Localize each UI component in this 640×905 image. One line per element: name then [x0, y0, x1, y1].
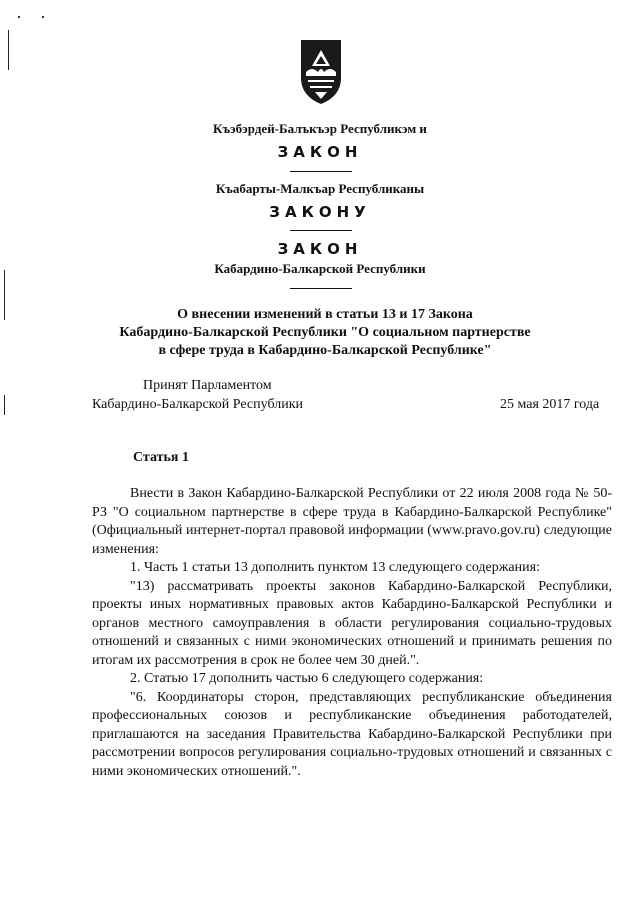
scan-dot	[42, 16, 44, 18]
paragraph: "6. Координаторы сторон, представляющих республиканские объединения профессиональных союзов и республиканские объединения работодателей, приглашаются на заседания Правительства Кабардино-Балкарской Республики при рассмотрении вопросов регулирования социально-трудовых отношений и связанных с ними экономических отношений.".	[92, 689, 612, 779]
republic-name-balkar: Къабарты-Малкъар Республиканы	[215, 181, 425, 196]
law-word-russian: ЗАКОН	[277, 240, 363, 258]
law-word-balkar: ЗАКОНУ	[269, 203, 371, 221]
law-title-line: в сфере труда в Кабардино-Балкарской Республике"	[158, 343, 492, 358]
divider	[290, 171, 352, 172]
scan-edge-mark	[4, 395, 5, 415]
scan-edge-mark	[8, 30, 9, 70]
law-title-line: О внесении изменений в статьи 13 и 17 Закона	[177, 307, 473, 322]
article-heading: Статья 1	[133, 450, 189, 465]
adoption-line-2: Кабардино-Балкарской Республики	[92, 397, 303, 412]
article-body	[92, 485, 612, 781]
law-word-kabardian: ЗАКОН	[277, 143, 363, 161]
paragraph: Внести в Закон Кабардино-Балкарской Республики от 22 июля 2008 года № 50-РЗ "О социальном партнерстве в сфере труда в Кабардино-Балкарской Республике" (Официальный интернет-портал правовой информации (www.pravo.gov.ru) следующие изменения:	[92, 486, 612, 557]
republic-name-russian: Кабардино-Балкарской Республики	[214, 261, 426, 276]
divider	[290, 288, 352, 289]
adoption-line-1: Принят Парламентом	[143, 378, 272, 393]
coat-of-arms-icon	[298, 36, 344, 106]
paragraph: 1. Часть 1 статьи 13 дополнить пунктом 13 следующего содержания:	[130, 560, 540, 575]
paragraph: "13) рассматривать проекты законов Кабардино-Балкарской Республики, проекты иных нормативных правовых актов Кабардино-Балкарской Республики и органов местного самоуправления в области регулирования социально-трудовых отношений и связанных с ними экономических отношений и принимать решения по итогам их рассмотрения в срок не более чем 30 дней.".	[92, 578, 612, 668]
republic-name-kabardian: Къэбэрдей-Балъкъэр Республикэм и	[213, 121, 427, 136]
adoption-date: 25 мая 2017 года	[500, 397, 600, 412]
law-title-line: Кабардино-Балкарской Республики "О социальном партнерстве	[119, 325, 531, 340]
law-title	[110, 306, 540, 360]
paragraph: 2. Статью 17 дополнить частью 6 следующего содержания:	[130, 671, 484, 686]
divider	[290, 230, 352, 231]
scan-edge-mark	[4, 270, 5, 320]
scan-dot	[18, 16, 20, 18]
